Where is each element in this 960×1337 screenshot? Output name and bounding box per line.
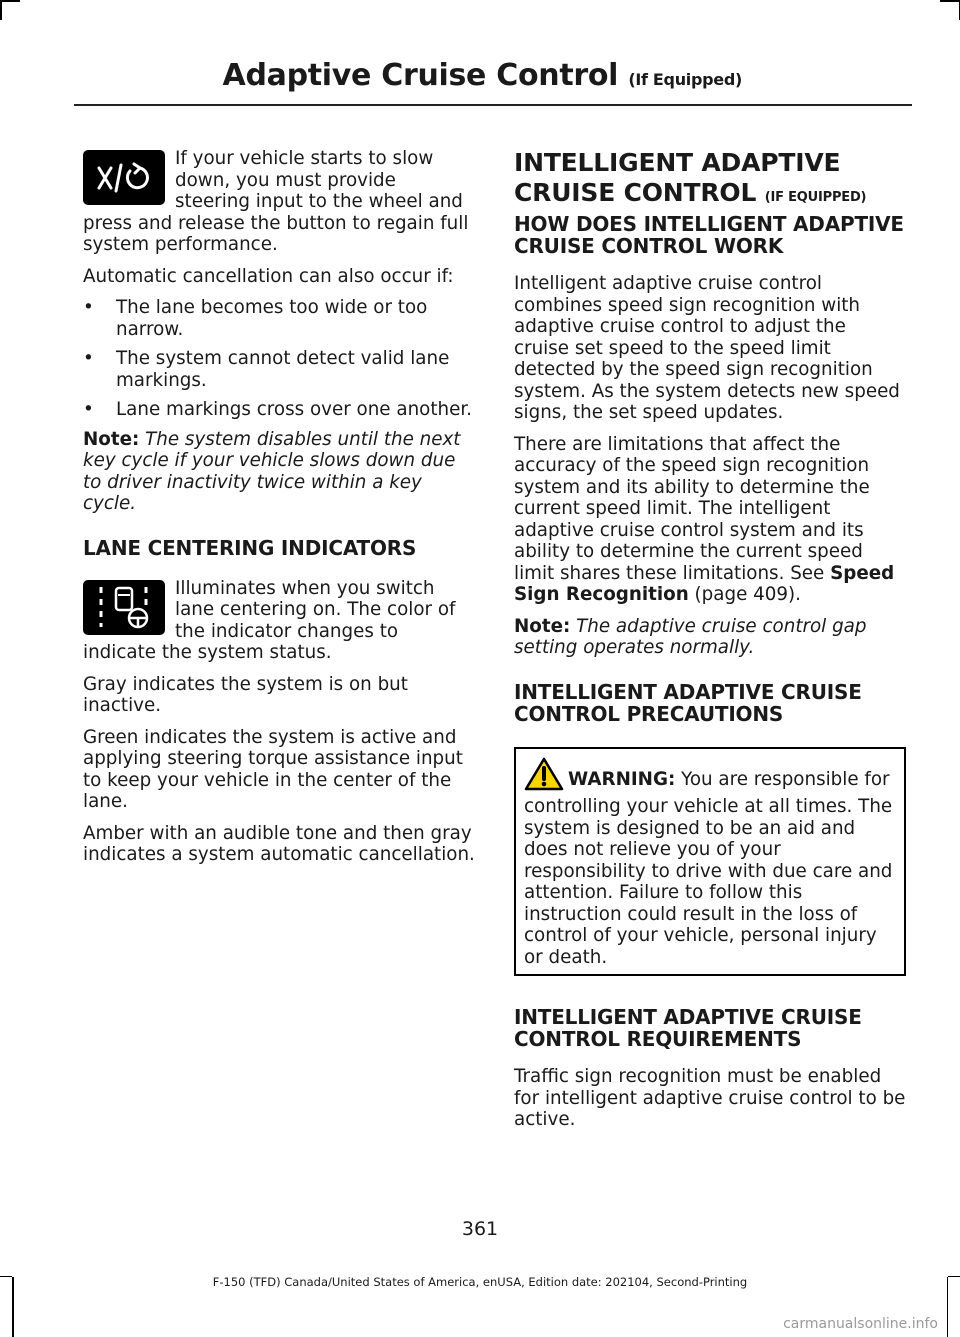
section-title-qualifier: (IF EQUIPPED) xyxy=(764,190,867,205)
crop-mark xyxy=(940,0,960,2)
section-title: INTELLIGENT ADAPTIVE xyxy=(514,148,841,177)
note-paragraph xyxy=(83,429,475,515)
left-column xyxy=(83,148,475,876)
warning-label: WARNING: xyxy=(568,768,676,790)
note-label: Note: xyxy=(83,428,140,450)
section-title-line-2 xyxy=(514,178,906,213)
lane-centering-cancel-icon xyxy=(83,150,165,205)
header-subtitle: (If Equipped) xyxy=(628,70,742,89)
warning-triangle-icon xyxy=(524,757,564,797)
list-item: • The lane becomes too wide or too narrow. xyxy=(83,297,475,340)
header-divider xyxy=(74,104,912,106)
section-title-text: CRUISE CONTROL xyxy=(514,178,757,207)
limitations-text: There are limitations that affect the accuracy of the speed sign recognition system and its ability to determine the current speed limit. The intelligent adaptive cruise control system and its ability to determine the current speed limit shares these limitations. See xyxy=(514,433,870,584)
crop-mark xyxy=(0,0,2,20)
note-text: The adaptive cruise control gap setting operates normally. xyxy=(514,615,867,658)
list-item: • Lane markings cross over one another. xyxy=(83,399,475,421)
precautions-heading: INTELLIGENT ADAPTIVE CRUISE CONTROL PRECAUTIONS xyxy=(514,679,862,726)
speed-sign-recognition-link[interactable]: Speed Sign Recognition xyxy=(514,562,895,605)
auto-cancel-intro: Automatic cancellation can also occur if: xyxy=(83,265,454,287)
watermark: carmanualsonline.info xyxy=(783,1316,938,1332)
how-it-works-paragraph: Intelligent adaptive cruise control combines speed sign recognition with adaptive cruise control to adjust the cruise set speed to the speed limit detected by the speed sign recognition system. As the system detects new speed signs, the set speed updates. xyxy=(514,273,900,423)
xref-page: (page 409). xyxy=(694,584,801,605)
auto-cancel-list xyxy=(83,297,475,421)
note-text: The system disables until the next key cycle if your vehicle slows down due to driver inactivity twice within a key cycle. xyxy=(83,428,461,514)
requirements-heading: INTELLIGENT ADAPTIVE CRUISE CONTROL REQUIREMENTS xyxy=(514,1005,862,1051)
how-it-works-heading: HOW DOES INTELLIGENT ADAPTIVE CRUISE CONTROL WORK xyxy=(514,212,904,258)
note-paragraph xyxy=(514,616,906,659)
header-title-text: Adaptive Cruise Control xyxy=(222,58,619,93)
green-status-paragraph: Green indicates the system is active and applying steering torque assistance input to keep your vehicle in the center of the lane. xyxy=(83,726,463,812)
note-label: Note: xyxy=(514,615,571,637)
amber-status-paragraph: Amber with an audible tone and then gray indicates a system automatic cancellation. xyxy=(83,822,475,865)
lane-centering-indicator-icon xyxy=(83,580,165,635)
right-column xyxy=(514,148,906,1141)
page-number: 361 xyxy=(461,1218,499,1240)
requirements-paragraph: Traffic sign recognition must be enabled for intelligent adaptive cruise control to be active. xyxy=(514,1066,906,1130)
edition-footer: F-150 (TFD) Canada/United States of America, enUSA, Edition date: 202104, Second-Printing xyxy=(212,1275,748,1289)
limitations-paragraph xyxy=(514,434,906,606)
crop-mark xyxy=(0,0,20,2)
list-item: • The system cannot detect valid lane markings. xyxy=(83,348,475,391)
page-header-title xyxy=(223,58,742,93)
warning-box xyxy=(514,747,906,977)
indicator-paragraph: Illuminates when you switch lane centering on. The color of the indicator changes to indicate the system status. xyxy=(83,577,456,663)
intro-paragraph: If your vehicle starts to slow down, you must provide steering input to the wheel and press and release the button to regain full system performance. xyxy=(83,148,469,255)
warning-text: You are responsible for controlling your vehicle at all times. The system is designed to be an aid and does not relieve you of your responsibility to drive with due care and attention. Failure to follow this instruction could result in the loss of control of your vehicle, personal injury or death. xyxy=(524,768,893,968)
gray-status-paragraph: Gray indicates the system is on but inactive. xyxy=(83,673,408,716)
lane-centering-indicators-heading: LANE CENTERING INDICATORS xyxy=(83,535,417,560)
